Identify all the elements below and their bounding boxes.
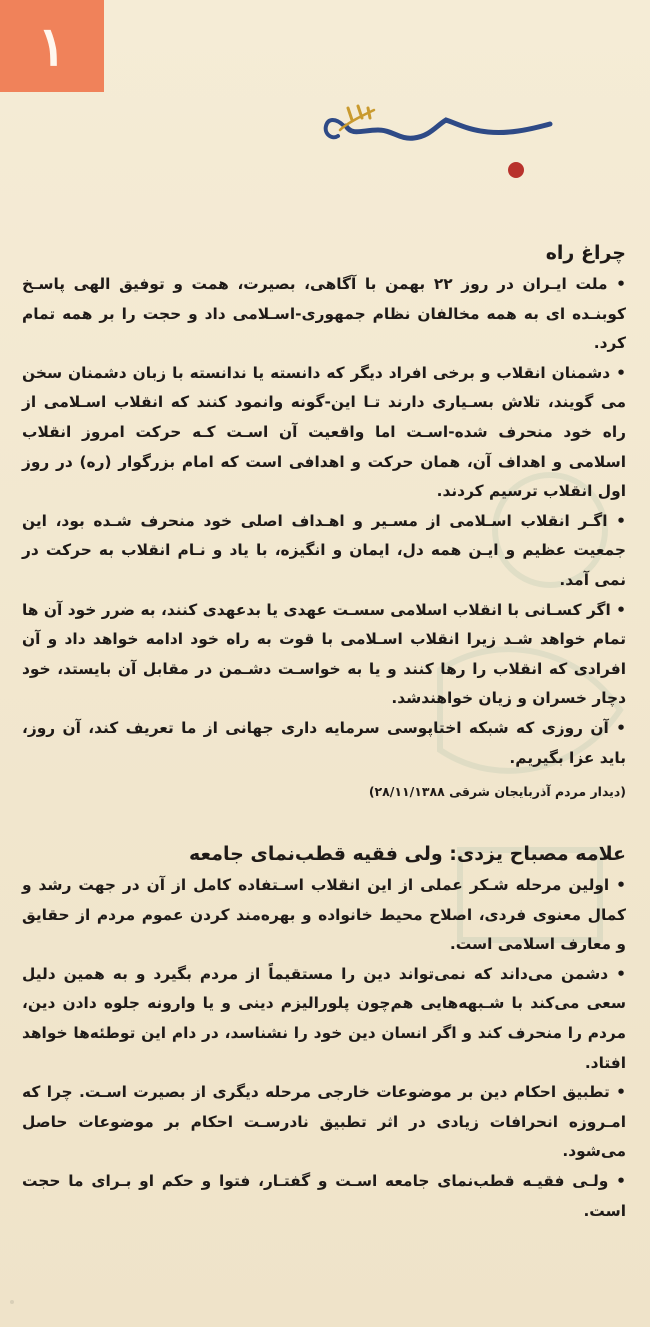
decorative-dot [10, 1300, 14, 1304]
paragraph: • اگر کسـانی با انقلاب اسلامی سسـت عهدی یا بدعهدی کنند، به ضرر خود آن ها تمام خواهد شـد زیرا انقلاب اسـلامی با قوت به راه خود ادامه خواهد داد و آن افرادی که انقلاب را رها کنند و یا به خواسـت دشـمن در مقابل آن بایستد، خود دچار خسران و زیان خواهندشد. [22, 600, 626, 708]
paragraph: • تطبیق احکام دین بر موضوعات خارجی مرحله دیگری از بصیرت اسـت. چرا که امـروزه انحرافات زیادی در اثر تطبیق نادرسـت احکام بر موضوعات حاصل می‌شود. [22, 1083, 626, 1161]
section-title: علامه مصباح یزدی: ولی فقیه قطب‌نمای جامعه [188, 843, 626, 866]
section-mesbah-yazdi [22, 839, 626, 1226]
article-content [22, 238, 626, 1226]
paragraph: • دشمن می‌داند که نمی‌تواند دین را مستقیماً از مردم بگیرد و به همین دلیل سعی می‌کند با شـبهه‌هایی هم‌چون پلورالیزم دینی و یا وارونه جلوه دادن دین، مردم را منحرف کند و اگر انسان دین خود را نشناسد، در دام این توطئه‌ها خواهد افتاد. [22, 964, 626, 1072]
page-number-tab [0, 0, 104, 92]
page-number: ۱ [37, 14, 67, 78]
section-cheragh-rah [22, 238, 626, 803]
section-title: چراغ راه [545, 242, 626, 264]
paragraph: • اولین مرحله شـکر عملی از این انقلاب اسـتفاده کامل از آن در جهت رشد و کمال معنوی فردی، اصلاح محیط خانواده و بهره‌مند کردن عموم مردم از حقایق و معارف اسلامی است. [22, 876, 626, 954]
paragraph: • آن روزی که شبکه اختاپوسی سرمایه داری جهانی از ما تعریف کند، آن روز، باید عزا بگیریم. [22, 718, 626, 767]
paragraph: • ملت ایـران در روز ۲۲ بهمن با آگاهی، بصیرت، همت و توفیق الهی پاسـخ کوبنـده ای به همه مخالفان نظام جمهوری-اسـلامی داد و حجت را بر همه تمام کرد. [22, 275, 627, 353]
paragraph: • ولـی فقیـه قطب‌نمای جامعه اسـت و گفتـار، فتوا و حکم او بـرای ما حجت است. [22, 1172, 626, 1220]
bismillah-calligraphy-icon [318, 96, 554, 188]
source-citation: (دیدار مردم آذربایجان شرقی ۲۸/۱۱/۱۳۸۸) [368, 784, 626, 800]
paragraph: • اگـر انقلاب اسـلامی از مسـیر و اهـداف اصلی خود منحرف شـده بود، این جمعیت عظیم و ایـن همه دل، ایمان و انگیزه، با یاد و نـام انقلاب به حرکت در نمی آمد. [22, 511, 626, 589]
paragraph: • دشمنان انقلاب و برخی افراد دیگر که دانسته یا ندانسته با زبان دشمنان سخن می گویند، تلاش بسـیاری دارند تـا این-گونه وانمود کنند که انقلاب اسـلامی از راه خود منحرف شده-اسـت اما واقعیت آن اسـت کـه حرکت امروز انقلاب اسلامی و اهداف آن، همان حرکت و اهدافی است که امام بزرگوار (ره) در روز اول انقلاب ترسیم کردند. [22, 363, 626, 501]
